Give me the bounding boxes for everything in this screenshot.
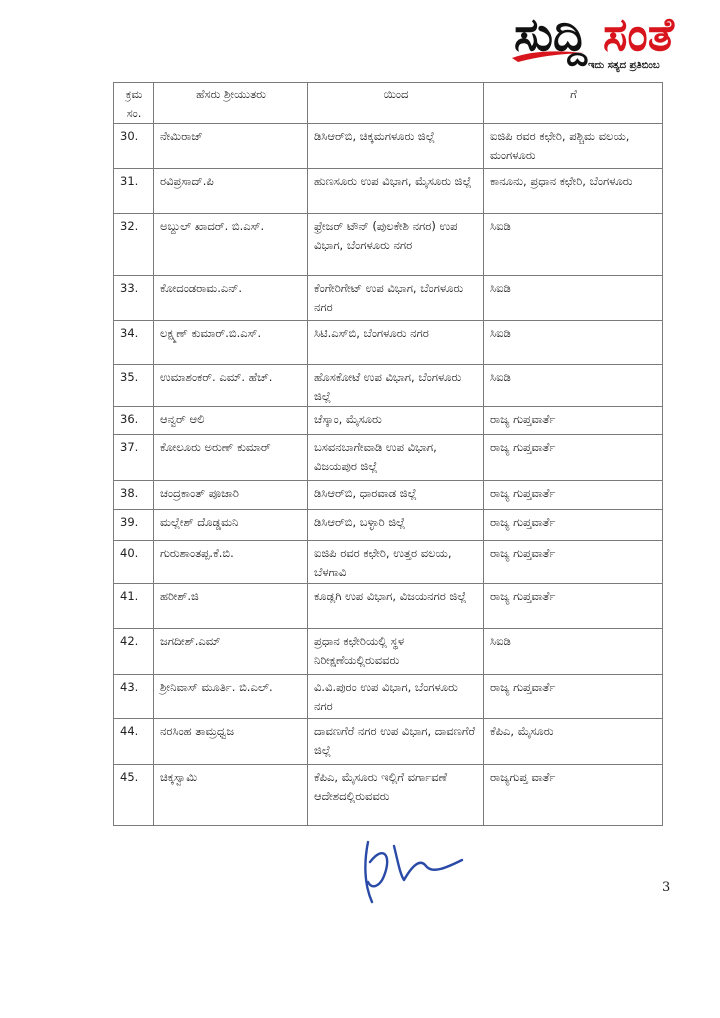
row-no: 42. (114, 629, 154, 675)
header-name: ಹೆಸರು ಶ್ರೀಯುತರು (154, 83, 308, 124)
table-row (114, 321, 663, 365)
table-row (114, 124, 663, 169)
row-to: ಸಿಐಡಿ (484, 365, 663, 407)
row-to: ರಾಜ್ಯ ಗುಪ್ತವಾರ್ತೆ (484, 584, 663, 629)
row-name: ಕೋದಂಡರಾಮ.ಎನ್. (154, 276, 308, 321)
row-name: ಅಬ್ದುಲ್ ಖಾದರ್. ಬಿ.ಎಸ್. (154, 214, 308, 276)
row-to: ರಾಜ್ಯ ಗುಪ್ತವಾರ್ತೆ (484, 481, 663, 510)
row-from: ವಿ.ವಿ.ಪುರಂ ಉಪ ವಿಭಾಗ, ಬೆಂಗಳೂರು ನಗರ (308, 675, 484, 719)
table-row (114, 435, 663, 481)
row-name: ಆನ್ವರ್ ಆಲಿ (154, 407, 308, 435)
row-no: 43. (114, 675, 154, 719)
table-row (114, 584, 663, 629)
row-to: ಸಿಐಡಿ (484, 321, 663, 365)
row-no: 34. (114, 321, 154, 365)
row-name: ಲಕ್ಷ್ಮಣ್ ಕುಮಾರ್.ಬಿ.ಎಸ್. (154, 321, 308, 365)
table-row (114, 169, 663, 214)
row-from: ಫ್ರೇಜರ್ ಟೌನ್ (ಪುಲಕೇಶಿ ನಗರ) ಉಪ ವಿಭಾಗ, ಬೆಂಗಳೂರು ನಗರ (308, 214, 484, 276)
header-from: ಯಿಂದ (308, 83, 484, 124)
row-no: 37. (114, 435, 154, 481)
row-to: ಐಜಿಪಿ ರವರ ಕಛೇರಿ, ಪಶ್ಚಿಮ ವಲಯ, ಮಂಗಳೂರು (484, 124, 663, 169)
signature-icon (350, 822, 470, 907)
row-no: 35. (114, 365, 154, 407)
row-no: 44. (114, 719, 154, 765)
row-to: ಸಿಐಡಿ (484, 276, 663, 321)
row-name: ಹರೀಶ್.ಜಿ (154, 584, 308, 629)
table-row (114, 675, 663, 719)
table-row (114, 629, 663, 675)
header-serial: ಕ್ರಮ ಸಂ. (114, 83, 154, 124)
row-name: ಗುರುಶಾಂತಪ್ಪ.ಕೆ.ಬಿ. (154, 541, 308, 584)
row-to: ರಾಜ್ಯ ಗುಪ್ತವಾರ್ತೆ (484, 407, 663, 435)
row-from: ದಾವಣಗೆರೆ ನಗರ ಉಪ ವಿಭಾಗ, ದಾವಣಗೆರೆ ಜಿಲ್ಲೆ (308, 719, 484, 765)
row-name: ಚಂದ್ರಕಾಂತ್ ಪೂಜಾರಿ (154, 481, 308, 510)
row-from: ಬಸವನಬಾಗೇವಾಡಿ ಉಪ ವಿಭಾಗ, ವಿಜಯಪುರ ಜಿಲ್ಲೆ (308, 435, 484, 481)
logo-part1: ಸುದ್ದಿ (514, 7, 587, 61)
row-no: 36. (114, 407, 154, 435)
row-no: 31. (114, 169, 154, 214)
row-no: 45. (114, 765, 154, 826)
logo-text (514, 8, 674, 60)
row-from: ಡಿಸಿಆರ್‌ಬಿ, ಚಿಕ್ಕಮಗಳೂರು ಜಿಲ್ಲೆ (308, 124, 484, 169)
row-no: 33. (114, 276, 154, 321)
row-to: ರಾಜ್ಯಗುಪ್ತ ವಾರ್ತೆ (484, 765, 663, 826)
row-no: 41. (114, 584, 154, 629)
table-row (114, 765, 663, 826)
row-to: ರಾಜ್ಯ ಗುಪ್ತವಾರ್ತೆ (484, 541, 663, 584)
table-row (114, 407, 663, 435)
row-from: ಕೆಪಿಎ, ಮೈಸೂರು ಇಲ್ಲಿಗೆ ವರ್ಗಾವಣೆ ಆದೇಶದಲ್ಲಿರುವವರು (308, 765, 484, 826)
row-to: ಸಿಐಡಿ (484, 214, 663, 276)
row-from: ಸಿಟಿ.ಎಸ್‌ಬಿ, ಬೆಂಗಳೂರು ನಗರ (308, 321, 484, 365)
row-from: ಚೆಸ್ಕಾಂ, ಮೈಸೂರು (308, 407, 484, 435)
page-number: 3 (662, 880, 671, 895)
row-from: ಡಿಸಿಆರ್‌ಬಿ, ಬಳ್ಳಾರಿ ಜಿಲ್ಲೆ (308, 510, 484, 541)
row-to: ರಾಜ್ಯ ಗುಪ್ತವಾರ್ತೆ (484, 435, 663, 481)
table-row (114, 719, 663, 765)
row-name: ಮಲ್ಲೇಶ್ ದೊಡ್ಡಮನಿ (154, 510, 308, 541)
row-to: ರಾಜ್ಯ ಗುಪ್ತವಾರ್ತೆ (484, 675, 663, 719)
table-row (114, 365, 663, 407)
row-from: ಡಿಸಿಆರ್‌ಬಿ, ಧಾರವಾಡ ಜಿಲ್ಲೆ (308, 481, 484, 510)
table-row (114, 276, 663, 321)
logo-tagline: ಇದು ಸತ್ಯದ ಪ್ರತಿಬಿಂಬ (588, 60, 660, 71)
row-no: 39. (114, 510, 154, 541)
sudhi-sante-logo (508, 8, 713, 78)
table-row (114, 481, 663, 510)
row-name: ನೇಮಿರಾಜ್ (154, 124, 308, 169)
row-no: 40. (114, 541, 154, 584)
row-to: ಸಿಐಡಿ (484, 629, 663, 675)
row-from: ಪ್ರಧಾನ ಕಛೇರಿಯಲ್ಲಿ ಸ್ಥಳ ನಿರೀಕ್ಷಣೆಯಲ್ಲಿರುವವರು (308, 629, 484, 675)
transfer-table (113, 82, 663, 826)
header-to: ಗೆ (484, 83, 663, 124)
row-to: ಕಾನೂನು, ಪ್ರಧಾನ ಕಛೇರಿ, ಬೆಂಗಳೂರು (484, 169, 663, 214)
row-from: ಕೆಂಗೇರಿಗೇಟ್ ಉಪ ವಿಭಾಗ, ಬೆಂಗಳೂರು ನಗರ (308, 276, 484, 321)
row-name: ನರಸಿಂಹ ತಾಮ್ರಧ್ವಜ (154, 719, 308, 765)
row-name: ಉಮಾಶಂಕರ್. ಎಮ್. ಹೆಚ್. (154, 365, 308, 407)
row-from: ಹೊಸಕೋಟೆ ಉಪ ವಿಭಾಗ, ಬೆಂಗಳೂರು ಜಿಲ್ಲೆ (308, 365, 484, 407)
row-to: ರಾಜ್ಯ ಗುಪ್ತವಾರ್ತೆ (484, 510, 663, 541)
row-name: ಕೋಲೂರು ಅರುಣ್ ಕುಮಾರ್ (154, 435, 308, 481)
row-name: ರವಿಪ್ರಸಾದ್.ಪಿ (154, 169, 308, 214)
row-name: ಚಿಕ್ಕಸ್ವಾಮಿ (154, 765, 308, 826)
row-name: ಜಗದೀಶ್.ಎಮ್ (154, 629, 308, 675)
row-from: ಕೂಡ್ಲಗಿ ಉಪ ವಿಭಾಗ, ವಿಜಯನಗರ ಜಿಲ್ಲೆ (308, 584, 484, 629)
row-no: 38. (114, 481, 154, 510)
row-no: 32. (114, 214, 154, 276)
row-from: ಐಜಿಪಿ ರವರ ಕಛೇರಿ, ಉತ್ತರ ವಲಯ, ಬೆಳಗಾವಿ (308, 541, 484, 584)
row-to: ಕೆಪಿಎ, ಮೈಸೂರು (484, 719, 663, 765)
table-header-row (114, 83, 663, 124)
row-no: 30. (114, 124, 154, 169)
row-from: ಹುಣಸೂರು ಉಪ ವಿಭಾಗ, ಮೈಸೂರು ಜಿಲ್ಲೆ (308, 169, 484, 214)
table-row (114, 214, 663, 276)
table-row (114, 510, 663, 541)
table-row (114, 541, 663, 584)
logo-part2: ಸಂತೆ (602, 7, 675, 61)
row-name: ಶ್ರೀನಿವಾಸ್ ಮೂರ್ತಿ. ಬಿ.ಎಲ್. (154, 675, 308, 719)
